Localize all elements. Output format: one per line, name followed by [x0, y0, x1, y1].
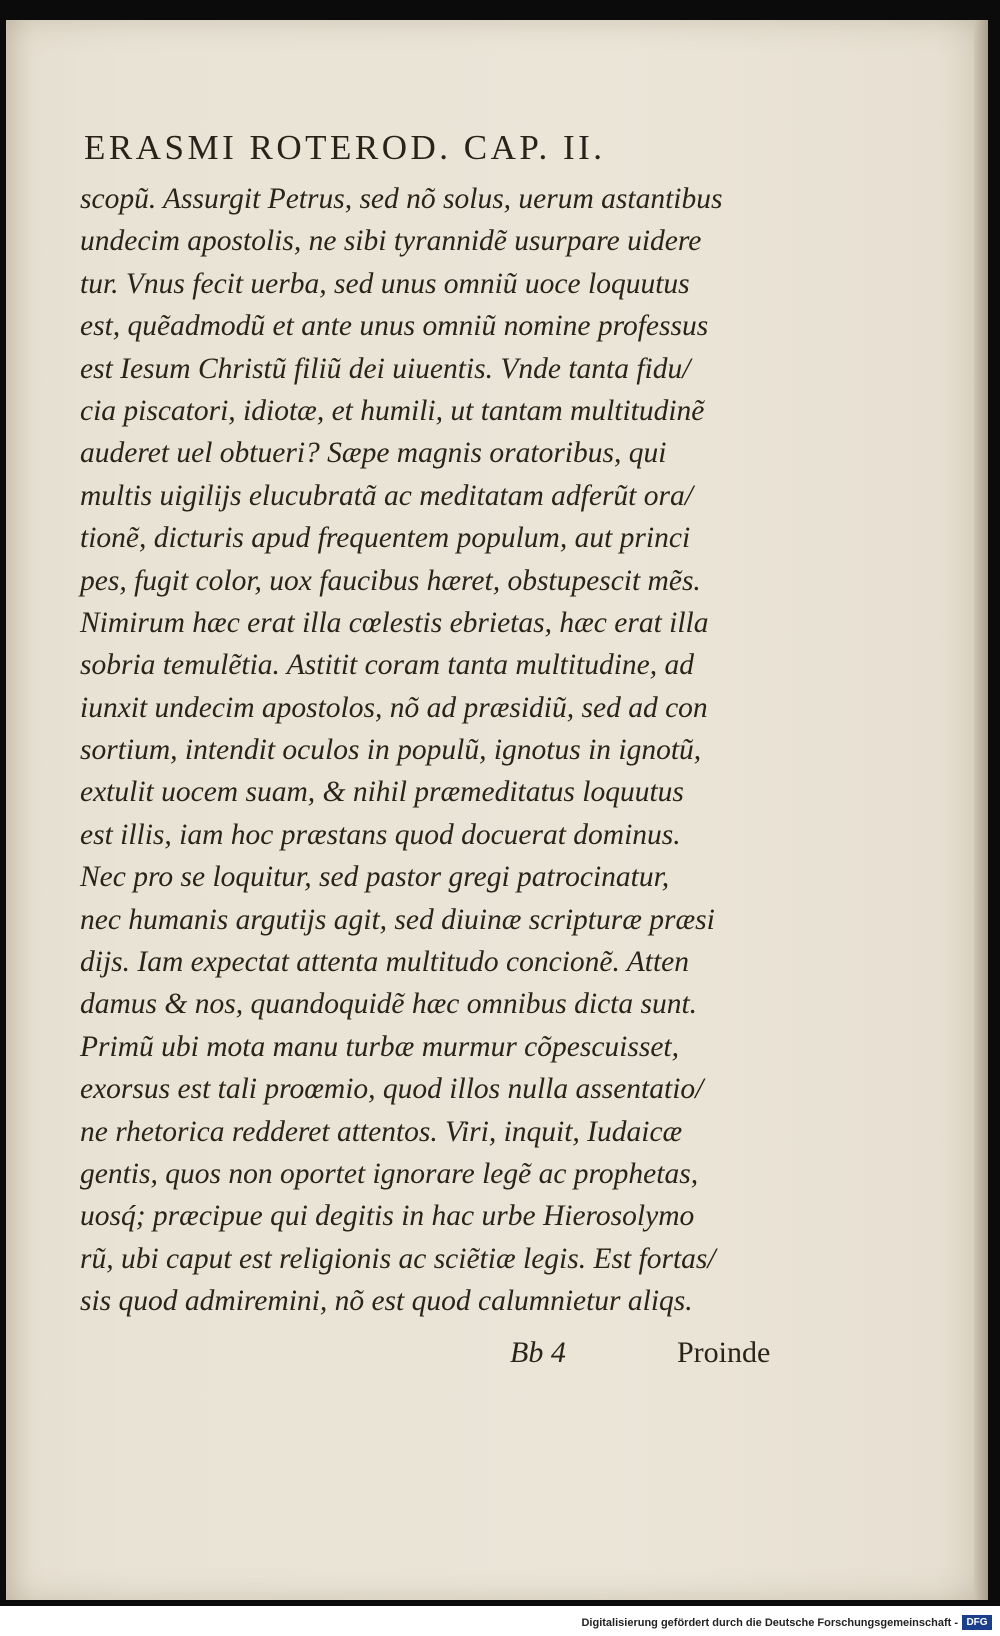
text-line: Nimirum hæc erat illa cœlestis ebrietas, hæc erat illa — [80, 606, 709, 639]
text-line: uosq́; præcipue qui degitis in hac urbe Hierosolymo — [80, 1200, 695, 1233]
catchword: Proinde — [677, 1336, 771, 1369]
text-line: sis quod admiremini, nõ est quod calumnietur aliqs. — [80, 1285, 693, 1318]
text-line: est, quẽadmodũ et ante unus omniũ nomine professus — [80, 310, 709, 343]
text-line: ne rhetorica redderet attentos. Viri, inquit, Iudaicæ — [80, 1115, 683, 1148]
digitization-credit-bar — [0, 1606, 1000, 1636]
text-line: damus & nos, quandoquidẽ hæc omnibus dicta sunt. — [80, 988, 698, 1021]
text-line: extulit uocem suam, & nihil præmeditatus loquutus — [80, 776, 684, 809]
text-line: Nec pro se loquitur, sed pastor gregi patrocinatur, — [80, 861, 670, 894]
text-line: cia piscatori, idiotæ, et humili, ut tantam multitudinẽ — [80, 394, 705, 427]
text-line: pes, fugit color, uox faucibus hæret, obstupescit mẽs. — [80, 564, 701, 597]
running-header: ERASMI ROTEROD. CAP. II. — [84, 128, 606, 167]
text-line: exorsus est tali proœmio, quod illos nulla assentatio/ — [80, 1073, 704, 1106]
text-line: undecim apostolis, ne sibi tyrannidẽ usurpare uidere — [80, 225, 702, 258]
text-line: scopũ. Assurgit Petrus, sed nõ solus, uerum astantibus — [80, 183, 723, 215]
text-line: Primũ ubi mota manu turbæ murmur cõpescuisset, — [80, 1030, 680, 1063]
text-line: tionẽ, dicturis apud frequentem populum, aut princi — [80, 522, 691, 555]
text-line: sortium, intendit oculos in populũ, ignotus in ignotũ, — [80, 734, 702, 767]
dfg-logo: DFG — [962, 1615, 992, 1630]
text-line: gentis, quos non oportet ignorare legẽ ac prophetas, — [80, 1157, 699, 1190]
text-line: rũ, ubi caput est religionis ac sciẽtiæ legis. Est fortas/ — [80, 1242, 716, 1275]
text-line: est illis, iam hoc præstans quod docuerat dominus. — [80, 818, 681, 851]
page-edge — [974, 20, 988, 1600]
signature-mark: Bb 4 — [510, 1336, 566, 1369]
text-line: est Iesum Christũ filiũ dei uiuentis. Vnde tanta fidu/ — [80, 352, 691, 385]
text-line: multis uigilijs elucubratã ac meditatam adferũt ora/ — [80, 479, 693, 512]
body-text — [80, 178, 780, 1323]
text-line: tur. Vnus fecit uerba, sed unus omniũ uoce loquutus — [80, 267, 690, 300]
digitization-credit: Digitalisierung gefördert durch die Deutsche Forschungsgemeinschaft - — [581, 1617, 958, 1629]
text-line: dijs. Iam expectat attenta multitudo concionẽ. Atten — [80, 946, 689, 979]
text-line: nec humanis argutijs agit, sed diuinæ scripturæ præsi — [80, 903, 715, 936]
text-line: auderet uel obtueri? Sæpe magnis oratoribus, qui — [80, 437, 667, 470]
text-line: iunxit undecim apostolos, nõ ad præsidiũ, sed ad con — [80, 691, 708, 724]
text-line: sobria temulẽtia. Astitit coram tanta multitudine, ad — [80, 649, 695, 682]
